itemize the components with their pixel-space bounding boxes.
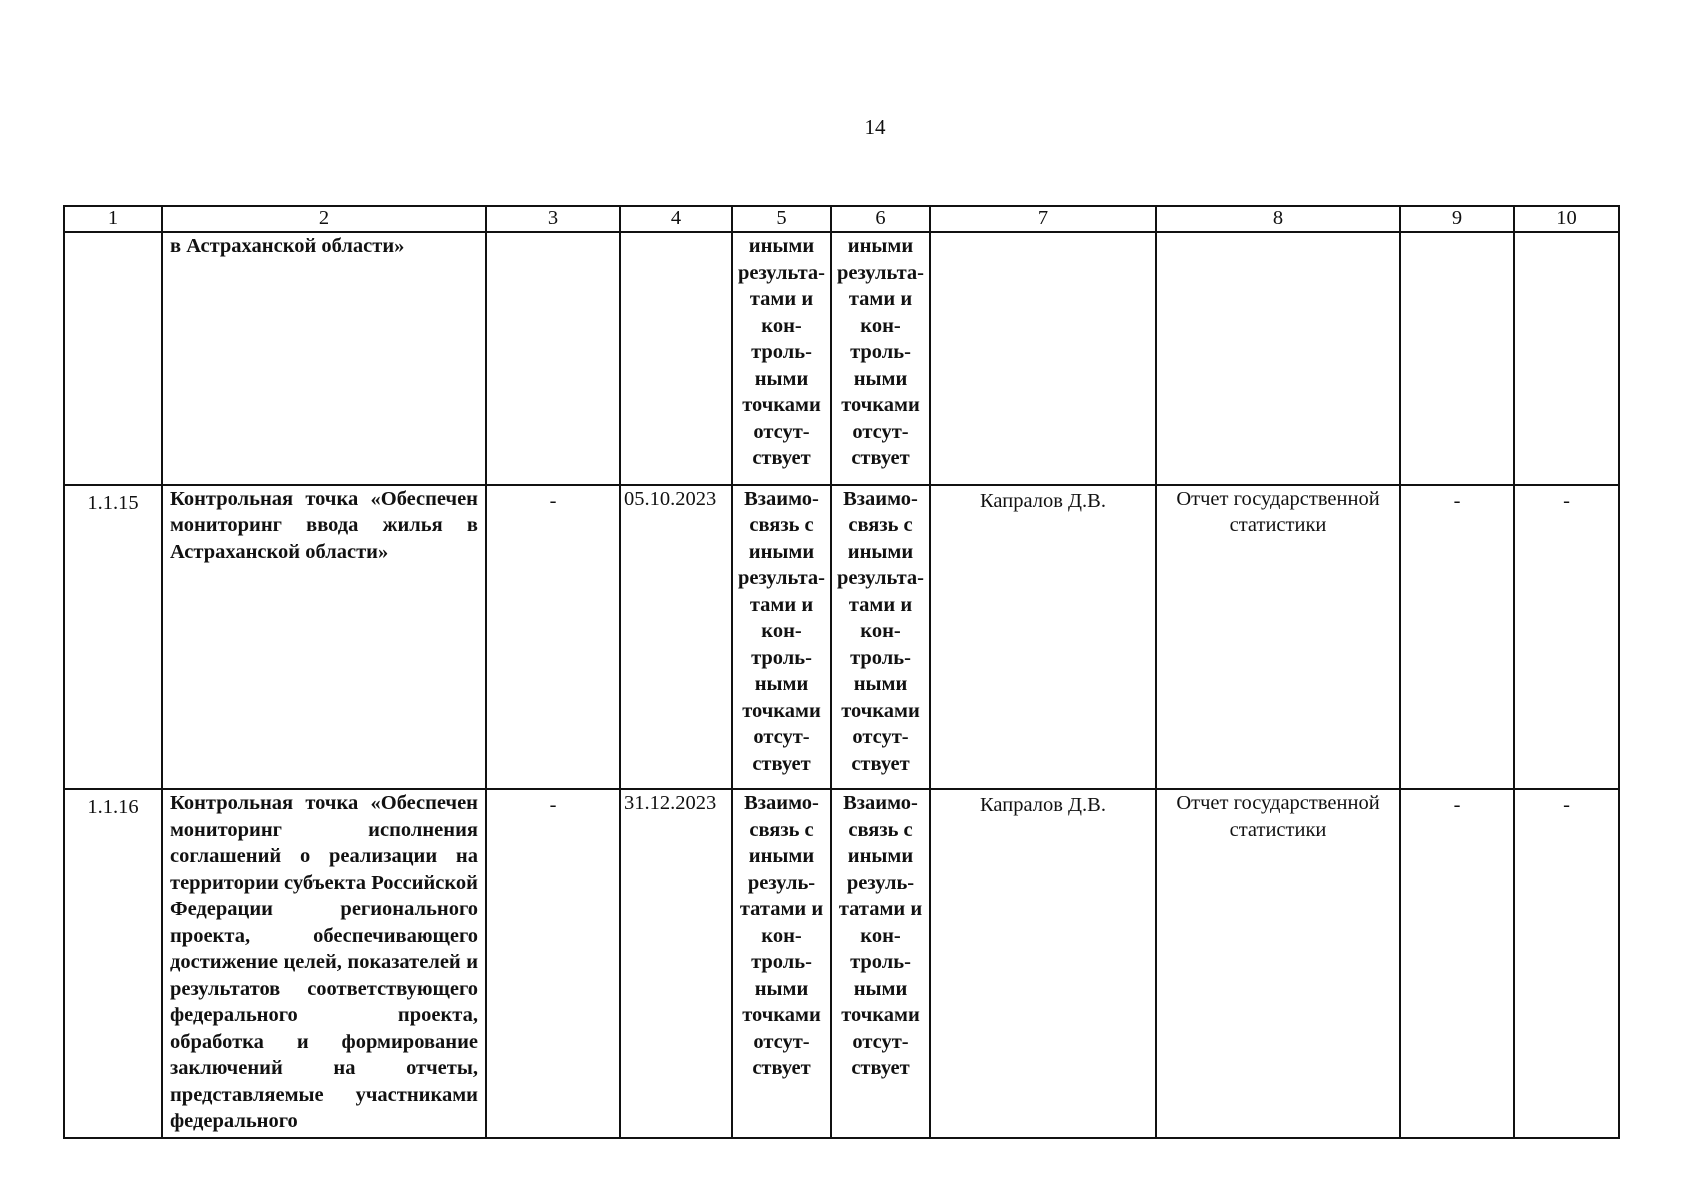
relation-line: точками [742, 1004, 821, 1027]
responsible-person: Капралов Д.В. [930, 789, 1156, 1138]
relation-col6 [831, 789, 930, 1138]
relation-line: тами и [848, 288, 913, 310]
relation-line: отсут- [753, 1030, 810, 1053]
relation-line: тами и [749, 288, 814, 310]
relation-line: ными [853, 977, 908, 1000]
header-col-9: 9 [1400, 206, 1514, 232]
relation-line: ствует [752, 752, 811, 775]
table-row [64, 789, 1619, 1138]
relation-line: иными [748, 540, 815, 563]
relation-line: тами и [749, 593, 814, 616]
report-source [1156, 232, 1400, 485]
col3-value: - [486, 789, 620, 1138]
relation-line: иными [847, 845, 914, 868]
relation-line: троль- [751, 646, 812, 669]
control-point-name: в Астраханской области» [162, 232, 486, 485]
relation-line: отсут- [852, 1030, 909, 1053]
due-date: 31.12.2023 [620, 789, 732, 1138]
header-col-6: 6 [831, 206, 930, 232]
col3-value: - [486, 485, 620, 790]
relation-line: ствует [752, 1057, 811, 1080]
relation-line: ствует [851, 447, 910, 469]
relation-line: отсут- [852, 726, 909, 749]
col10-value [1514, 232, 1619, 485]
header-row [64, 206, 1619, 232]
relation-line: отсут- [852, 420, 909, 443]
relation-col5 [732, 232, 831, 485]
header-col-8: 8 [1156, 206, 1400, 232]
relation-col5 [732, 485, 831, 790]
relation-line: Взаимо- [843, 792, 918, 815]
header-col-1: 1 [64, 206, 162, 232]
relation-line: кон- [761, 314, 802, 337]
relation-line: троль- [850, 646, 911, 669]
relation-col5 [732, 789, 831, 1138]
relation-line: кон- [761, 924, 802, 947]
relation-line: связь с [749, 818, 814, 841]
relation-line: троль- [850, 341, 911, 363]
responsible-person [930, 232, 1156, 485]
relation-line: резуль- [846, 871, 915, 894]
relation-line: связь с [749, 514, 814, 537]
relation-line: связь с [848, 818, 913, 841]
row-number [64, 232, 162, 485]
due-date [620, 232, 732, 485]
header-col-2: 2 [162, 206, 486, 232]
relation-line: точками [841, 1004, 920, 1027]
relation-line: результа- [737, 567, 825, 590]
responsible-person: Капралов Д.В. [930, 485, 1156, 790]
relation-line: кон- [860, 620, 901, 643]
relation-line: Взаимо- [843, 487, 918, 510]
relation-col6 [831, 232, 930, 485]
relation-line: татами и [838, 898, 923, 921]
report-source: Отчет государственной статистики [1156, 485, 1400, 790]
relation-line: кон- [860, 314, 901, 337]
relation-line: ными [853, 367, 908, 390]
control-point-name: Контрольная точка «Обеспечен мониторинг ввода жилья в Астраханской области» [162, 485, 486, 790]
due-date: 05.10.2023 [620, 485, 732, 790]
relation-line: связь с [848, 514, 913, 537]
relation-line: ными [754, 977, 809, 1000]
header-col-10: 10 [1514, 206, 1619, 232]
header-col-5: 5 [732, 206, 831, 232]
relation-line: татами и [739, 898, 824, 921]
table-row [64, 485, 1619, 790]
relation-col6 [831, 485, 930, 790]
relation-line: троль- [751, 951, 812, 974]
relation-line: Взаимо- [744, 487, 819, 510]
relation-line: ствует [851, 1057, 910, 1080]
relation-line: ными [754, 367, 809, 390]
relation-line: ными [853, 673, 908, 696]
relation-line: резуль- [747, 871, 816, 894]
relation-line: точками [841, 699, 920, 722]
col9-value: - [1400, 485, 1514, 790]
relation-line: иными [748, 845, 815, 868]
relation-line: Взаимо- [744, 792, 819, 815]
relation-line: ными [754, 673, 809, 696]
relation-line: кон- [761, 620, 802, 643]
relation-line: точками [742, 394, 821, 416]
relation-line: троль- [850, 951, 911, 974]
relation-line: отсут- [753, 420, 810, 443]
col10-value: - [1514, 485, 1619, 790]
report-source: Отчет государственной статистики [1156, 789, 1400, 1138]
relation-line: троль- [751, 341, 812, 363]
relation-line: тами и [848, 593, 913, 616]
relation-line: иными [847, 540, 914, 563]
relation-line: результа- [836, 567, 924, 590]
header-col-7: 7 [930, 206, 1156, 232]
control-points-table [63, 205, 1620, 1139]
relation-line: ствует [851, 752, 910, 775]
relation-line: точками [841, 394, 920, 416]
col9-value [1400, 232, 1514, 485]
relation-line: точками [742, 699, 821, 722]
row-number: 1.1.15 [64, 485, 162, 790]
col3-value [486, 232, 620, 485]
relation-line: результа- [737, 261, 825, 284]
table-row [64, 232, 1619, 485]
header-col-4: 4 [620, 206, 732, 232]
col10-value: - [1514, 789, 1619, 1138]
col9-value: - [1400, 789, 1514, 1138]
relation-line: иными [748, 235, 815, 257]
relation-line: ствует [752, 447, 811, 469]
relation-line: отсут- [753, 726, 810, 749]
page-number: 14 [864, 115, 886, 139]
relation-line: кон- [860, 924, 901, 947]
relation-line: результа- [836, 261, 924, 284]
control-point-name: Контрольная точка «Обеспечен мониторинг исполнения соглашений о реализации на территории субъекта Российской Федерации регионального проекта, обеспечивающего достижение целей, показателей и результатов соответствующего федерального проекта, обработка и формирование заключений на отчеты, представляемые участниками федерального [162, 789, 486, 1138]
row-number: 1.1.16 [64, 789, 162, 1138]
header-col-3: 3 [486, 206, 620, 232]
relation-line: иными [847, 235, 914, 257]
